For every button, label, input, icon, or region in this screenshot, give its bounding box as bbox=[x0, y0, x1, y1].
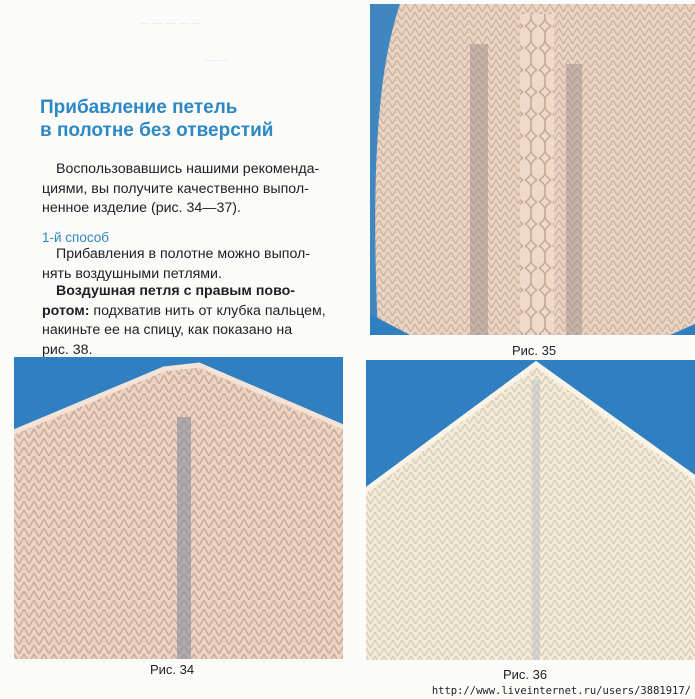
loop-line-3: накиньте ее на спицу, как показано на bbox=[42, 322, 293, 338]
intro-line-3: ненное изделие (рис. 34—37). bbox=[42, 200, 241, 216]
knitting-photo-fig34 bbox=[14, 357, 343, 659]
knitting-photo-fig35 bbox=[370, 4, 695, 335]
heading-line-2: в полотне без отверстий bbox=[40, 120, 274, 141]
loop-rest-2: подхватив нить от клубка пальцем, bbox=[89, 302, 326, 319]
watermark-url[interactable]: http://www.liveinternet.ru/users/3881917/ bbox=[431, 685, 691, 697]
caption-fig34: Рис. 34 bbox=[150, 662, 195, 677]
faint-header-ghost: — — — — — bbox=[140, 18, 202, 29]
intro-line-1: Воспользовавшись нашими рекоменда- bbox=[56, 161, 320, 177]
method-line-1: Прибавления в полотне можно выпол- bbox=[56, 246, 311, 262]
knitting-photo-fig36 bbox=[366, 360, 695, 660]
loop-line-1 bbox=[42, 282, 360, 302]
loop-bold-1: Воздушная петля с правым пово- bbox=[56, 283, 296, 299]
method-line-2: нять воздушными петлями. bbox=[42, 265, 222, 282]
loop-bold-2: ротом: bbox=[42, 302, 90, 319]
intro-paragraph bbox=[42, 160, 360, 219]
intro-line-2: циями, вы получите качественно выпол- bbox=[42, 180, 309, 197]
loop-line-4: рис. 38. bbox=[42, 341, 93, 358]
section-heading bbox=[40, 96, 360, 142]
loop-line-2 bbox=[42, 302, 360, 322]
faint-header-ghost-2: — — bbox=[205, 55, 228, 66]
method-paragraph bbox=[42, 245, 360, 284]
caption-fig35: Рис. 35 bbox=[512, 343, 557, 358]
heading-line-1: Прибавление петель bbox=[40, 97, 238, 118]
method-label: 1-й способ bbox=[42, 230, 110, 245]
loop-paragraph bbox=[42, 282, 360, 360]
caption-fig36: Рис. 36 bbox=[503, 667, 548, 682]
